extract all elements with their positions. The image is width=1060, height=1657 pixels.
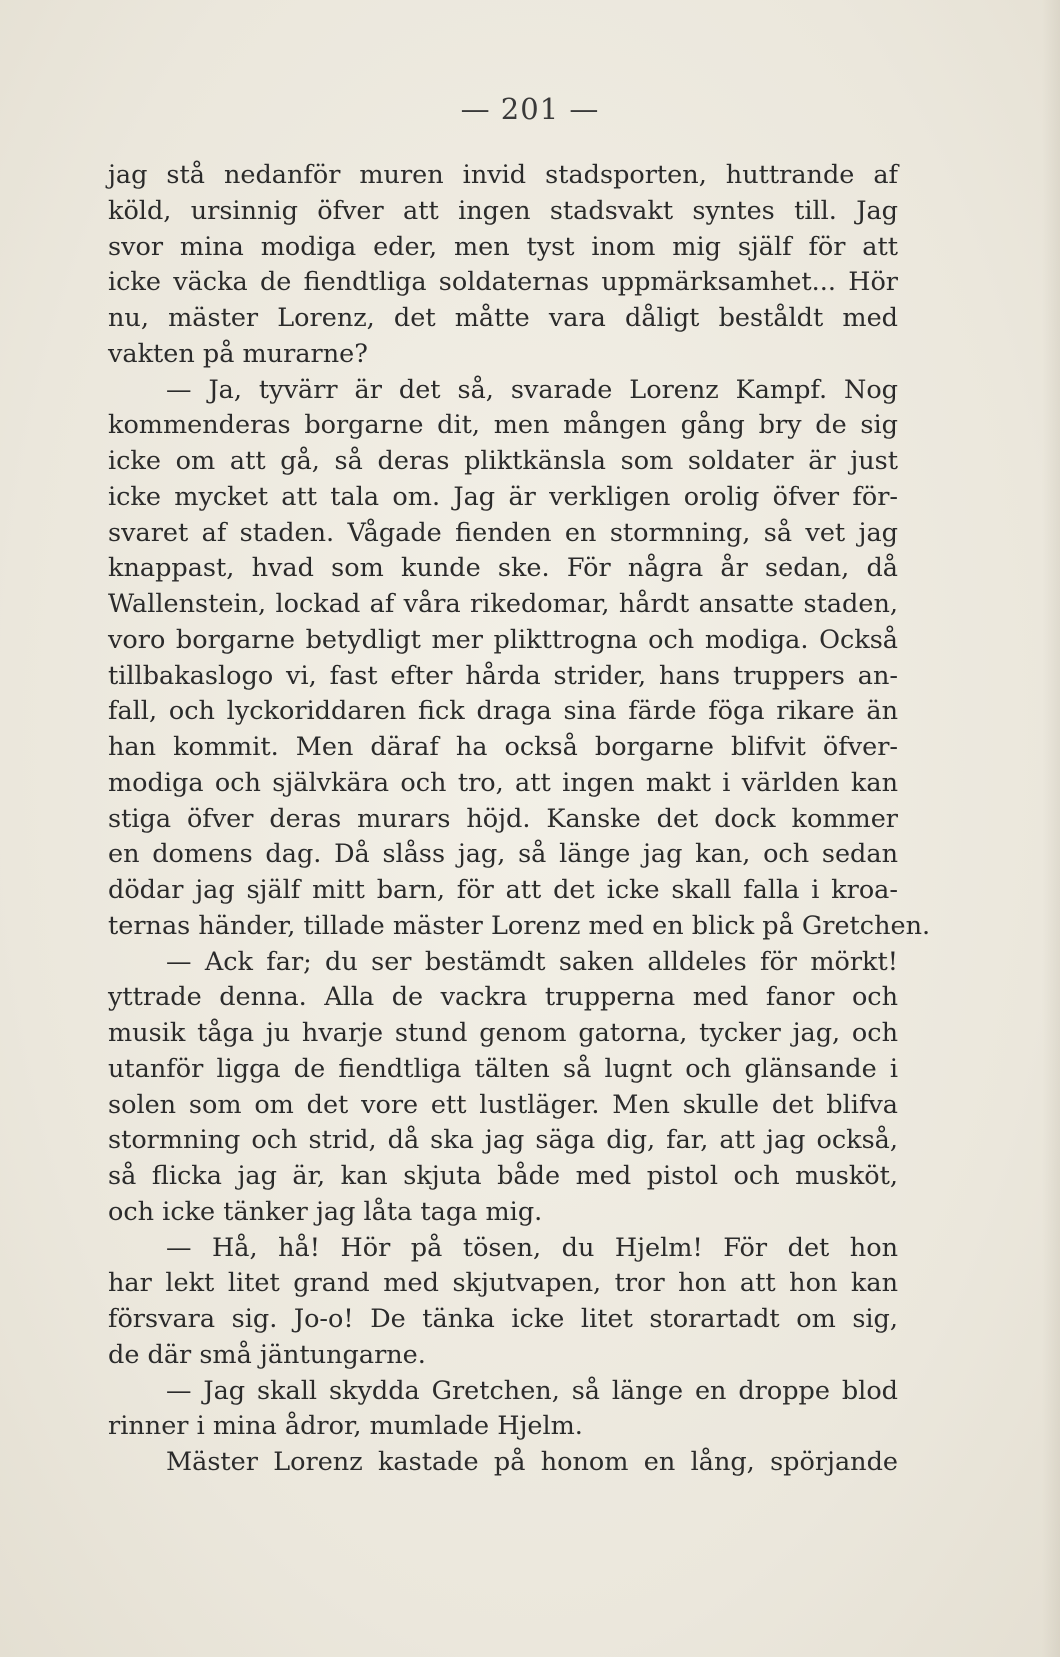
page-edge-shadow xyxy=(1042,0,1060,1657)
text-line: stiga öfver deras murars höjd. Kanske det dock kommer xyxy=(108,803,898,834)
text-line: så flicka jag är, kan skjuta både med pistol och musköt, xyxy=(108,1161,898,1191)
text-line: solen som om det vore ett lustläger. Men skulle det blifva xyxy=(108,1089,898,1120)
text-line: en domens dag. Då slåss jag, så länge jag kan, och sedan xyxy=(108,839,898,870)
text-line: yttrade denna. Alla de vackra trupperna med fanor och xyxy=(108,982,898,1013)
text-line: han kommit. Men däraf ha också borgarne blifvit öfver- xyxy=(108,732,898,762)
text-line: Mäster Lorenz kastade på honom en lång, spörjande xyxy=(166,1447,898,1477)
text-line: — Hå, hå! Hör på tösen, du Hjelm! För det hon xyxy=(166,1232,898,1263)
text-line: voro borgarne betydligt mer plikttrogna och modiga. Också xyxy=(108,624,898,655)
text-line: köld, ursinnig öfver att ingen stadsvakt syntes till. Jag xyxy=(108,195,898,226)
text-line: dödar jag själf mitt barn, för att det icke skall falla i kroa- xyxy=(108,875,898,905)
page-number: — 201 — xyxy=(460,92,600,126)
text-line: kommenderas borgarne dit, men mången gång bry de sig xyxy=(108,410,898,441)
text-line: — Ack far; du ser bestämdt saken alldeles för mörkt! xyxy=(166,946,898,977)
text-line: musik tåga ju hvarje stund genom gatorna, tycker jag, och xyxy=(108,1018,898,1048)
text-line: modiga och självkära och tro, att ingen makt i världen kan xyxy=(108,767,898,798)
text-line: knappast, hvad som kunde ske. För några år sedan, då xyxy=(108,553,898,584)
text-line: rinner i mina ådror, mumlade Hjelm. xyxy=(108,1411,583,1442)
text-line: icke om att gå, så deras pliktkänsla som soldater är just xyxy=(108,446,898,476)
text-line: — Ja, tyvärr är det så, svarade Lorenz Kampf. Nog xyxy=(166,374,898,405)
text-line: fall, och lyckoriddaren fick draga sina färde föga rikare än xyxy=(108,696,898,727)
text-line: vakten på murarne? xyxy=(108,338,368,369)
body-text xyxy=(108,158,931,1481)
text-line: och icke tänker jag låta taga mig. xyxy=(108,1196,543,1227)
text-line: jag stå nedanför muren invid stadsporten, huttrande af xyxy=(108,160,898,190)
text-line: Wallenstein, lockad af våra rikedomar, hårdt ansatte staden, xyxy=(108,589,898,619)
text-line: tillbakaslogo vi, fast efter hårda strider, hans truppers an- xyxy=(108,660,898,691)
text-line: nu, mäster Lorenz, det måtte vara dåligt beståldt med xyxy=(108,303,898,333)
text-line: ternas händer, tillade mäster Lorenz med en blick på Gretchen. xyxy=(108,910,931,941)
text-line: — Jag skall skydda Gretchen, så länge en droppe blod xyxy=(166,1375,898,1406)
text-line: svaret af staden. Vågade fienden en stormning, så vet jag xyxy=(108,517,898,548)
text-line: försvara sig. Jo-o! De tänka icke litet storartadt om sig, xyxy=(108,1304,898,1334)
text-line: svor mina modiga eder, men tyst inom mig själf för att xyxy=(108,231,898,262)
text-line: icke väcka de fiendtliga soldaternas uppmärksamhet... Hör xyxy=(108,267,898,298)
text-line: utanför ligga de fiendtliga tälten så lugnt och glänsande i xyxy=(108,1053,898,1084)
text-line: icke mycket att tala om. Jag är verkligen orolig öfver för- xyxy=(108,481,898,512)
text-line: stormning och strid, då ska jag säga dig, far, att jag också, xyxy=(108,1125,898,1156)
text-line: de där små jäntungarne. xyxy=(108,1339,426,1370)
text-line: har lekt litet grand med skjutvapen, tror hon att hon kan xyxy=(108,1268,898,1299)
